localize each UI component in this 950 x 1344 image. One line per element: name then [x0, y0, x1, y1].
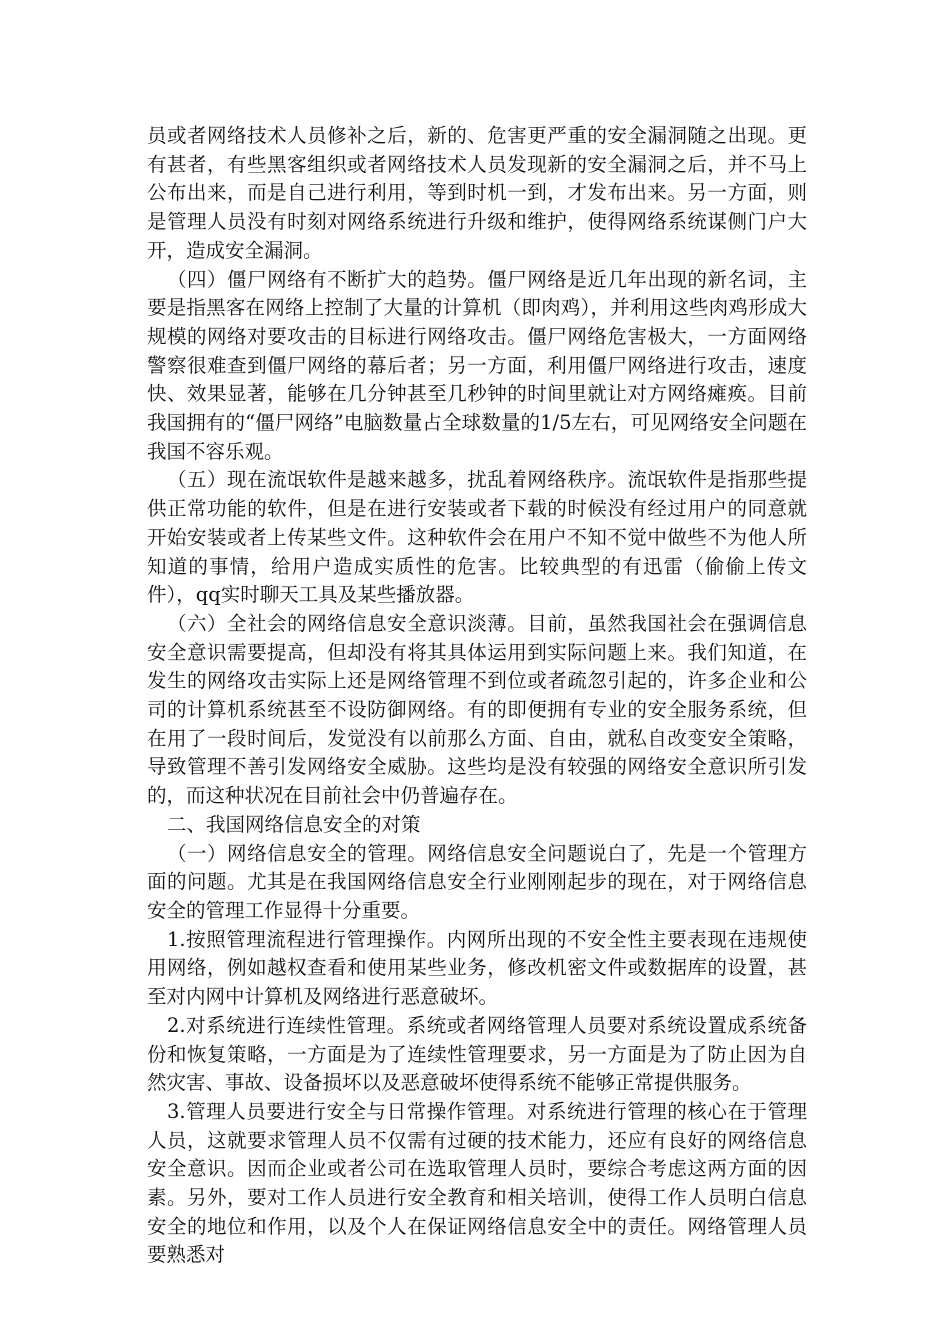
paragraph-security-awareness: （六）全社会的网络信息安全意识淡薄。目前，虽然我国社会在强调信息安全意识需要提高，但却没有将其具体运用到实际问题上来。我们知道，在发生的网络攻击实际上还是网络管理不到位或者疏忽引起的，许多企业和公司的计算机系统甚至不设防御网络。有的即便拥有专业的安全服务系统，但在用了一段时间后，发觉没有以前那么方面、自由，就私自改变安全策略，导致管理不善引发网络安全威胁。这些均是没有较强的网络安全意识所引发的，而这种状况在目前社会中仍普遍存在。: [147, 611, 807, 808]
section-heading-countermeasures: 二、我国网络信息安全的对策: [167, 812, 421, 836]
paragraph-continuity-management: 2.对系统进行连续性管理。系统或者网络管理人员要对系统设置成系统备份和恢复策略，一方面是为了连续性管理要求，另一方面是为了防止因为自然灾害、事故、设备损坏以及恶意破坏使得系统不能够正常提供服务。: [147, 1013, 807, 1095]
paragraph-personnel-management: 3.管理人员要进行安全与日常操作管理。对系统进行管理的核心在于管理人员，这就要求管理人员不仅需有过硬的技术能力，还应有良好的网络信息安全意识。因而企业或者公司在选取管理人员时，要综合考虑这两方面的因素。另外，要对工作人员进行安全教育和相关培训，使得工作人员明白信息安全的地位和作用，以及个人在保证网络信息安全中的责任。网络管理人员要熟悉对: [147, 1099, 807, 1267]
paragraph-continuation: 员或者网络技术人员修补之后，新的、危害更严重的安全漏洞随之出现。更有甚者，有些黑客组织或者网络技术人员发现新的安全漏洞之后，并不马上公布出来，而是自己进行利用，等到时机一到，才发布出来。另一方面，则是管理人员没有时刻对网络系统进行升级和维护，使得网络系统谋侧门户大开，造成安全漏洞。: [147, 124, 807, 262]
paragraph-botnet: （四）僵尸网络有不断扩大的趋势。僵尸网络是近几年出现的新名词，主要是指黑客在网络上控制了大量的计算机（即肉鸡），并利用这些肉鸡形成大规模的网络对要攻击的目标进行网络攻击。僵尸网络危害极大，一方面网络警察很难查到僵尸网络的幕后者；另一方面，利用僵尸网络进行攻击，速度快、效果显著，能够在几分钟甚至几秒钟的时间里就让对方网络瘫痪。目前我国拥有的“僵尸网络”电脑数量占全球数量的1/5左右，可见网络安全问题在我国不容乐观。: [147, 267, 807, 463]
paragraph-process-management: 1.按照管理流程进行管理操作。内网所出现的不安全性主要表现在违规使用网络，例如越权查看和使用某些业务，修改机密文件或数据库的设置，甚至对内网中计算机及网络进行恶意破坏。: [147, 927, 807, 1009]
paragraph-rogue-software: （五）现在流氓软件是越来越多，扰乱着网络秩序。流氓软件是指那些提供正常功能的软件，但是在进行安装或者下载的时候没有经过用户的同意就开始安装或者上传某些文件。这种软件会在用户不知不觉中做些不为他人所知道的事情，给用户造成实质性的危害。比较典型的有迅雷（偷偷上传文件），qq实时聊天工具及某些播放器。: [147, 468, 807, 607]
paragraph-security-management: （一）网络信息安全的管理。网络信息安全问题说白了，先是一个管理方面的问题。尤其是在我国网络信息安全行业刚刚起步的现在，对于网络信息安全的管理工作显得十分重要。: [147, 841, 807, 922]
document-body: [147, 122, 807, 1270]
